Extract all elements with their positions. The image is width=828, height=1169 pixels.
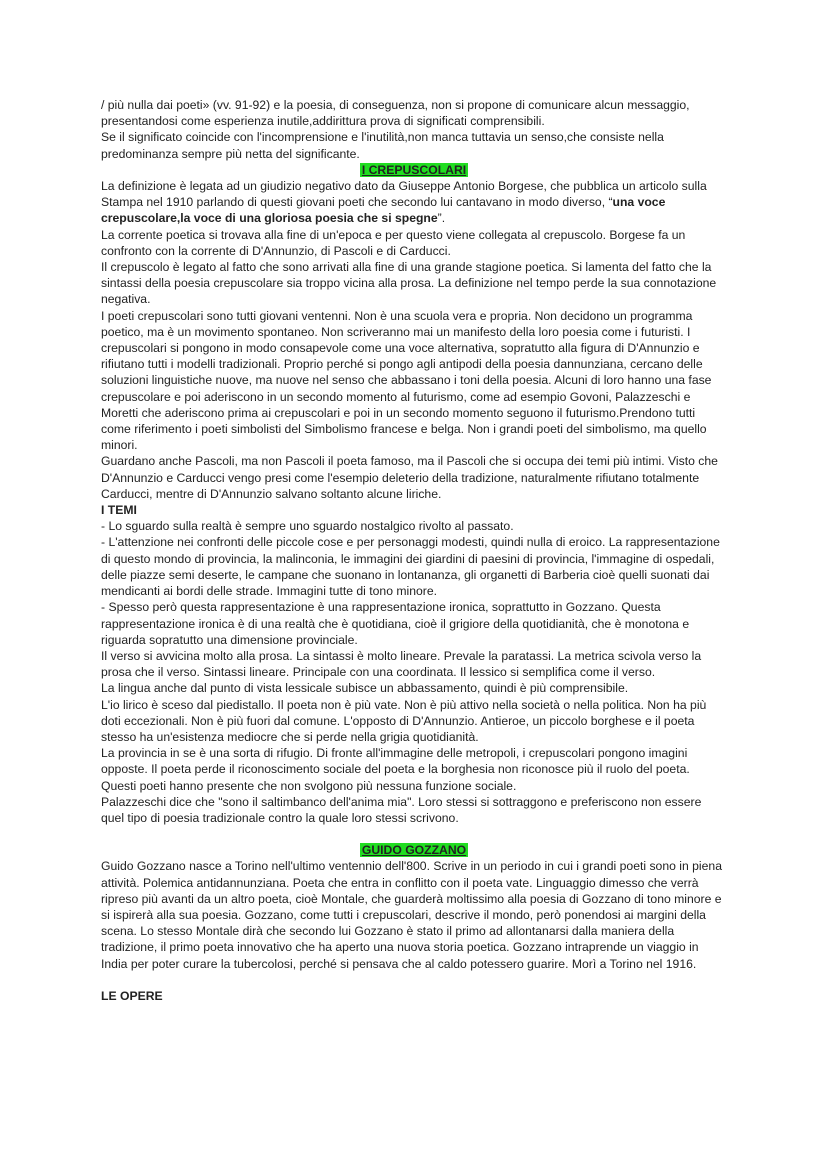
temi-paragraph: - Spesso però questa rappresentazione è una rappresentazione ironica, soprattutto in Gozzano. Questa rappresentazione ironica è di una realtà che è quotidiana, cioè il grigiore della quotidianità, che è monotona e riguarda sopratutto una dimensione provinciale.: [101, 600, 690, 647]
opere-heading: LE OPERE: [101, 988, 163, 1003]
definition-quote: una voce crepuscolare,la voce di una gloriosa poesia che si spegne: [101, 195, 666, 226]
temi-paragraph: Palazzeschi dice che "sono il saltimbanco dell'anima mia". Loro stessi si sottraggono e preferiscono non essere quel tipo di poesia tradizionale contro la quale loro stessi scrivono.: [101, 794, 702, 825]
gozzano-heading: [101, 842, 727, 858]
temi-paragraph: - Lo sguardo sulla realtà è sempre uno sguardo nostalgico rivolto al passato.: [101, 519, 514, 534]
spacer: [101, 826, 727, 842]
crepuscolari-paragraph: I poeti crepuscolari sono tutti giovani ventenni. Non è una scuola vera e propria. Non decidono un programma poetico, ma è un movimento spontaneo. Non scriveranno mai un manifesto della loro poesia come i futuristi. I crepuscolari si pongono in modo consapevole come una voce alternativa, sopratutto alla figura di D'Annunzio e rifiutano tutti i modelli tradizionali. Proprio perché si pongo agli antipodi della poesia dannunziana, cercano delle soluzioni linguistiche nuove, ma nuove nel senso che abbassano i toni della poesia. Alcuni di loro hanno una fase crepuscolare e poi aderiscono in un secondo momento al futurismo, come ad esempio Govoni, Palazzeschi e Moretti che aderiscono prima ai crepuscolari e poi in un secondo momento seguono il futurismo.Prendono tutti come riferimento i poeti simbolisti del Simbolismo francese e belga. Non i grandi poeti del simbolismo, ma quello minori.: [101, 308, 712, 453]
crepuscolari-heading-text: I CREPUSCOLARI: [361, 162, 467, 177]
intro-paragraph-1: / più nulla dai poeti» (vv. 91-92) e la poesia, di conseguenza, non si propone di comunicare alcun messaggio, presentandosi come esperienza inutile,addirittura prova di significati comprensibili.: [101, 98, 690, 129]
temi-paragraph: L'io lirico è sceso dal piedistallo. Il poeta non è più vate. Non è più attivo nella società o nella politica. Non ha più doti eccezionali. Non è più fuori dal comune. L'opposto di D'Annunzio. Antieroe, un piccolo borghese e il poeta stesso ha un'esistenza mediocre che si perde nella grigia quotidianità.: [101, 697, 707, 744]
definition-text-before: La definizione è legata ad un giudizio negativo dato da Giuseppe Antonio Borgese, che pubblica un articolo sulla Stampa nel 1910 parlando di questi giovani poeti che secondo lui cantavano in modo diverso, “: [101, 179, 707, 210]
document-page: [101, 97, 727, 1004]
spacer: [101, 972, 727, 988]
temi-heading: I TEMI: [101, 503, 137, 518]
gozzano-heading-text: GUIDO GOZZANO: [361, 843, 467, 858]
crepuscolari-paragraph: Il crepuscolo è legato al fatto che sono arrivati alla fine di una grande stagione poetica. Si lamenta del fatto che la sintassi della poesia crepuscolare sia troppo vicina alla prosa. La definizione nel tempo perde la sua connotazione negativa.: [101, 260, 717, 307]
definition-text-after: ”.: [437, 211, 446, 226]
crepuscolari-paragraph: Guardano anche Pascoli, ma non Pascoli il poeta famoso, ma il Pascoli che si occupa dei temi più intimi. Visto che D'Annunzio e Carducci vengo presi come l'esempio deleterio della tradizione, naturalmente rifiutano totalmente Carducci, mentre di D'Annunzio salvano soltanto alcune liriche.: [101, 454, 718, 501]
crepuscolari-definition: [101, 178, 727, 227]
gozzano-paragraph: Guido Gozzano nasce a Torino nell'ultimo ventennio dell'800. Scrive in un periodo in cui i grandi poeti sono in piena attività. Polemica antidannunziana. Poeta che entra in conflitto con il poeta vate. Linguaggio dimesso che verrà ripreso più avanti da un altro poeta, cioè Montale, che guarderà moltissimo alla poesia di Gozzano di tono minore e si ispirerà alla sua poesia. Gozzano, come tutti i crepuscolari, descrive il mondo, però ponendosi ai margini della scena. Lo stesso Montale dirà che secondo lui Gozzano è stato il primo ad allontanarsi dalla maniera della tradizione, il primo poeta innovativo che ha aperto una nuova storia poetica. Gozzano intraprende un viaggio in India per poter curare la tubercolosi, perché si pensava che al caldo potessero guarire. Morì a Torino nel 1916.: [101, 859, 722, 971]
temi-paragraph: La lingua anche dal punto di vista lessicale subisce un abbassamento, quindi è più comprensibile.: [101, 681, 629, 696]
crepuscolari-heading: [101, 162, 727, 178]
crepuscolari-paragraph: La corrente poetica si trovava alla fine di un'epoca e per questo viene collegata al crepuscolo. Borgese fa un confronto con la corrente di D'Annunzio, di Pascoli e di Carducci.: [101, 227, 686, 258]
temi-paragraph: La provincia in se è una sorta di rifugio. Di fronte all'immagine delle metropoli, i crepuscolari pongono imagini opposte. Il poeta perde il riconoscimento sociale del poeta e la borghesia non riconosce più il ruolo del poeta. Questi poeti hanno presente che non svolgono più nessuna funzione sociale.: [101, 746, 690, 793]
temi-paragraph: Il verso si avvicina molto alla prosa. La sintassi è molto lineare. Prevale la paratassi. La metrica scivola verso la prosa che il verso. Sintassi lineare. Principale con una coordinata. Il lessico si semplifica come il verso.: [101, 648, 702, 680]
intro-paragraph-2: Se il significato coincide con l'incomprensione e l'inutilità,non manca tuttavia un senso,che consiste nella predominanza sempre più netta del significante.: [101, 130, 664, 161]
temi-paragraph: - L'attenzione nei confronti delle piccole cose e per personaggi modesti, quindi nulla di eroico. La rappresentazione di questo mondo di provincia, la malinconia, le immagini dei giardini di paesini di provincia, l'immagine di ospedali, delle piazze semi deserte, le campane che suonano in lontananza, gli organetti di Barberia cioè quelli suonati dai mendicanti ai bordi delle strade. Immagini tutte di tono minore.: [101, 535, 720, 599]
